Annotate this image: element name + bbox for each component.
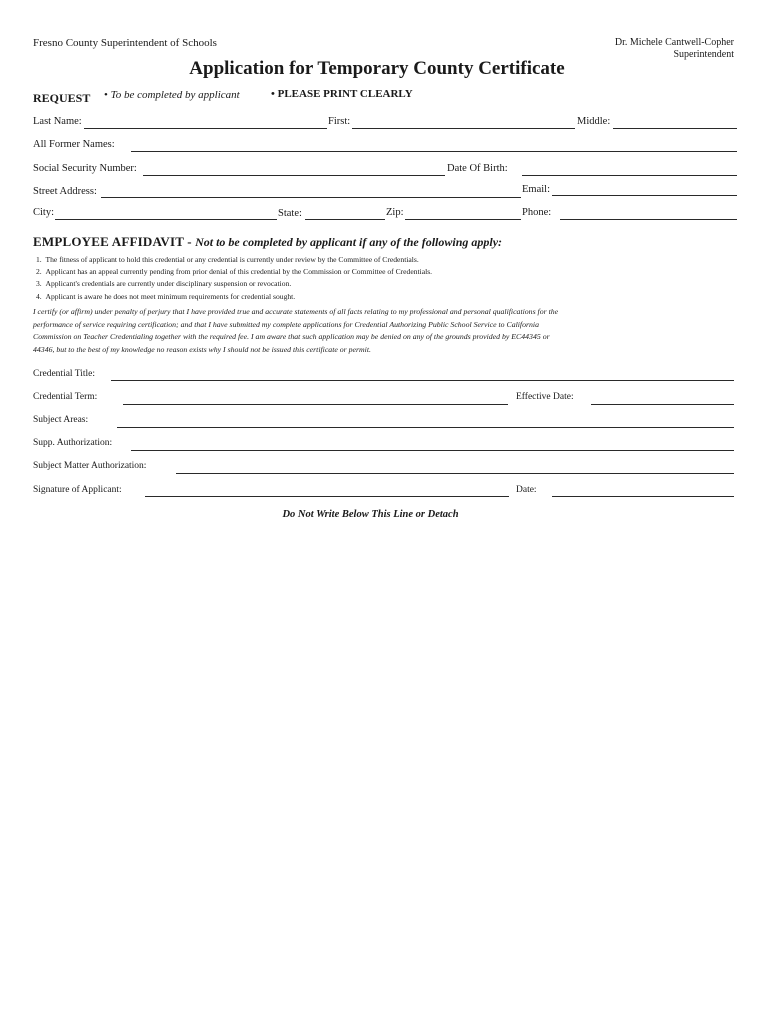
affidavit-title: EMPLOYEE AFFIDAVIT - bbox=[33, 234, 192, 249]
signature-label: Signature of Applicant: bbox=[33, 485, 122, 495]
credential-title-label: Credential Title: bbox=[33, 369, 96, 379]
zip-label: Zip: bbox=[386, 207, 404, 218]
official-name: Dr. Michele Cantwell-Copher bbox=[614, 37, 734, 48]
state-label: State: bbox=[278, 208, 302, 219]
certification-line: I certify (or affirm) under penalty of perjury that I have provided true and accurate statements of all facts relating to my professional and personal qualifications for the bbox=[33, 307, 559, 316]
state-field[interactable] bbox=[305, 219, 385, 220]
list-item: 4. Applicant is aware he does not meet minimum requirements for credential sought. bbox=[36, 291, 296, 301]
supp-authorization-field[interactable] bbox=[131, 450, 734, 451]
certification-statement bbox=[33, 306, 643, 356]
dob-field[interactable] bbox=[522, 175, 737, 176]
phone-label: Phone: bbox=[522, 207, 552, 218]
ssn-label: Social Security Number: bbox=[33, 163, 137, 174]
subject-matter-authorization-label: Subject Matter Authorization: bbox=[33, 461, 147, 471]
instruction-applicant: • To be completed by applicant bbox=[104, 89, 240, 101]
subject-matter-authorization-field[interactable] bbox=[176, 473, 734, 474]
detach-notice: Do Not Write Below This Line or Detach bbox=[282, 509, 459, 520]
credential-title-field[interactable] bbox=[111, 380, 734, 381]
instruction-print: • PLEASE PRINT CLEARLY bbox=[271, 88, 413, 100]
request-label: REQUEST bbox=[33, 91, 91, 105]
former-names-label: All Former Names: bbox=[33, 139, 115, 150]
condition-text: The fitness of applicant to hold this credential or any credential is currently under review by the Committee of Credentials. bbox=[45, 255, 419, 264]
signature-field[interactable] bbox=[145, 496, 509, 497]
instruction-applicant-text: To be completed by applicant bbox=[110, 89, 240, 101]
condition-text: Applicant's credentials are currently under disciplinary suspension or revocation. bbox=[45, 279, 292, 289]
effective-date-label: Effective Date: bbox=[516, 392, 574, 402]
supp-authorization-label: Supp. Authorization: bbox=[33, 438, 113, 448]
list-item: 2. Applicant has an appeal currently pending from prior denial of this credential by the Commission or Committee of Credentials. bbox=[36, 267, 433, 277]
city-label: City: bbox=[33, 207, 55, 218]
dob-label: Date Of Birth: bbox=[447, 163, 508, 174]
middle-name-field[interactable] bbox=[613, 128, 737, 129]
zip-field[interactable] bbox=[405, 219, 521, 220]
subject-areas-label: Subject Areas: bbox=[33, 415, 89, 425]
credential-term-label: Credential Term: bbox=[33, 392, 98, 402]
first-name-label: First: bbox=[328, 116, 351, 127]
instruction-print-text: PLEASE PRINT CLEARLY bbox=[277, 88, 413, 100]
affidavit-subtitle: Not to be completed by applicant if any of the following apply: bbox=[195, 235, 503, 249]
subject-areas-field[interactable] bbox=[117, 427, 734, 428]
organization-name: Fresno County Superintendent of Schools bbox=[33, 37, 217, 49]
list-item: 1. The fitness of applicant to hold this credential or any credential is currently under review by the Committee of Credentials. bbox=[36, 255, 419, 264]
street-address-label: Street Address: bbox=[33, 186, 97, 197]
affidavit-conditions-list bbox=[36, 254, 432, 303]
affidavit-heading bbox=[33, 234, 502, 250]
certification-line: performance of service requiring certification; and that I have submitted my complete applications for Credential Authorizing Public School Service to California bbox=[33, 319, 539, 329]
email-label: Email: bbox=[522, 184, 550, 195]
last-name-label: Last Name: bbox=[33, 116, 82, 127]
effective-date-field[interactable] bbox=[591, 404, 734, 405]
credential-term-field[interactable] bbox=[123, 404, 508, 405]
email-field[interactable] bbox=[552, 195, 737, 196]
condition-text: Applicant is aware he does not meet minimum requirements for credential sought. bbox=[45, 291, 296, 301]
date-field[interactable] bbox=[552, 496, 734, 497]
street-address-field[interactable] bbox=[101, 197, 521, 198]
last-name-field[interactable] bbox=[84, 128, 327, 129]
first-name-field[interactable] bbox=[352, 128, 575, 129]
middle-name-label: Middle: bbox=[577, 116, 611, 127]
former-names-field[interactable] bbox=[131, 151, 737, 152]
certification-line: 44346, but to the best of my knowledge no reason exists why I should not be issued this certificate or permit. bbox=[33, 344, 371, 354]
page-title: Application for Temporary County Certificate bbox=[189, 58, 565, 79]
city-field[interactable] bbox=[55, 219, 277, 220]
ssn-field[interactable] bbox=[143, 175, 445, 176]
certification-line: Commission on Teacher Credentialing together with the required fee. I am aware that such application may be denied on any of the grounds provided by EC44345 or bbox=[33, 332, 550, 341]
phone-field[interactable] bbox=[560, 219, 737, 220]
date-label: Date: bbox=[516, 485, 537, 495]
list-item: 3. Applicant's credentials are currently under disciplinary suspension or revocation. bbox=[36, 279, 292, 289]
official-title: Superintendent bbox=[673, 49, 734, 60]
condition-text: Applicant has an appeal currently pending from prior denial of this credential by the Commission or Committee of Credentials. bbox=[45, 267, 433, 277]
